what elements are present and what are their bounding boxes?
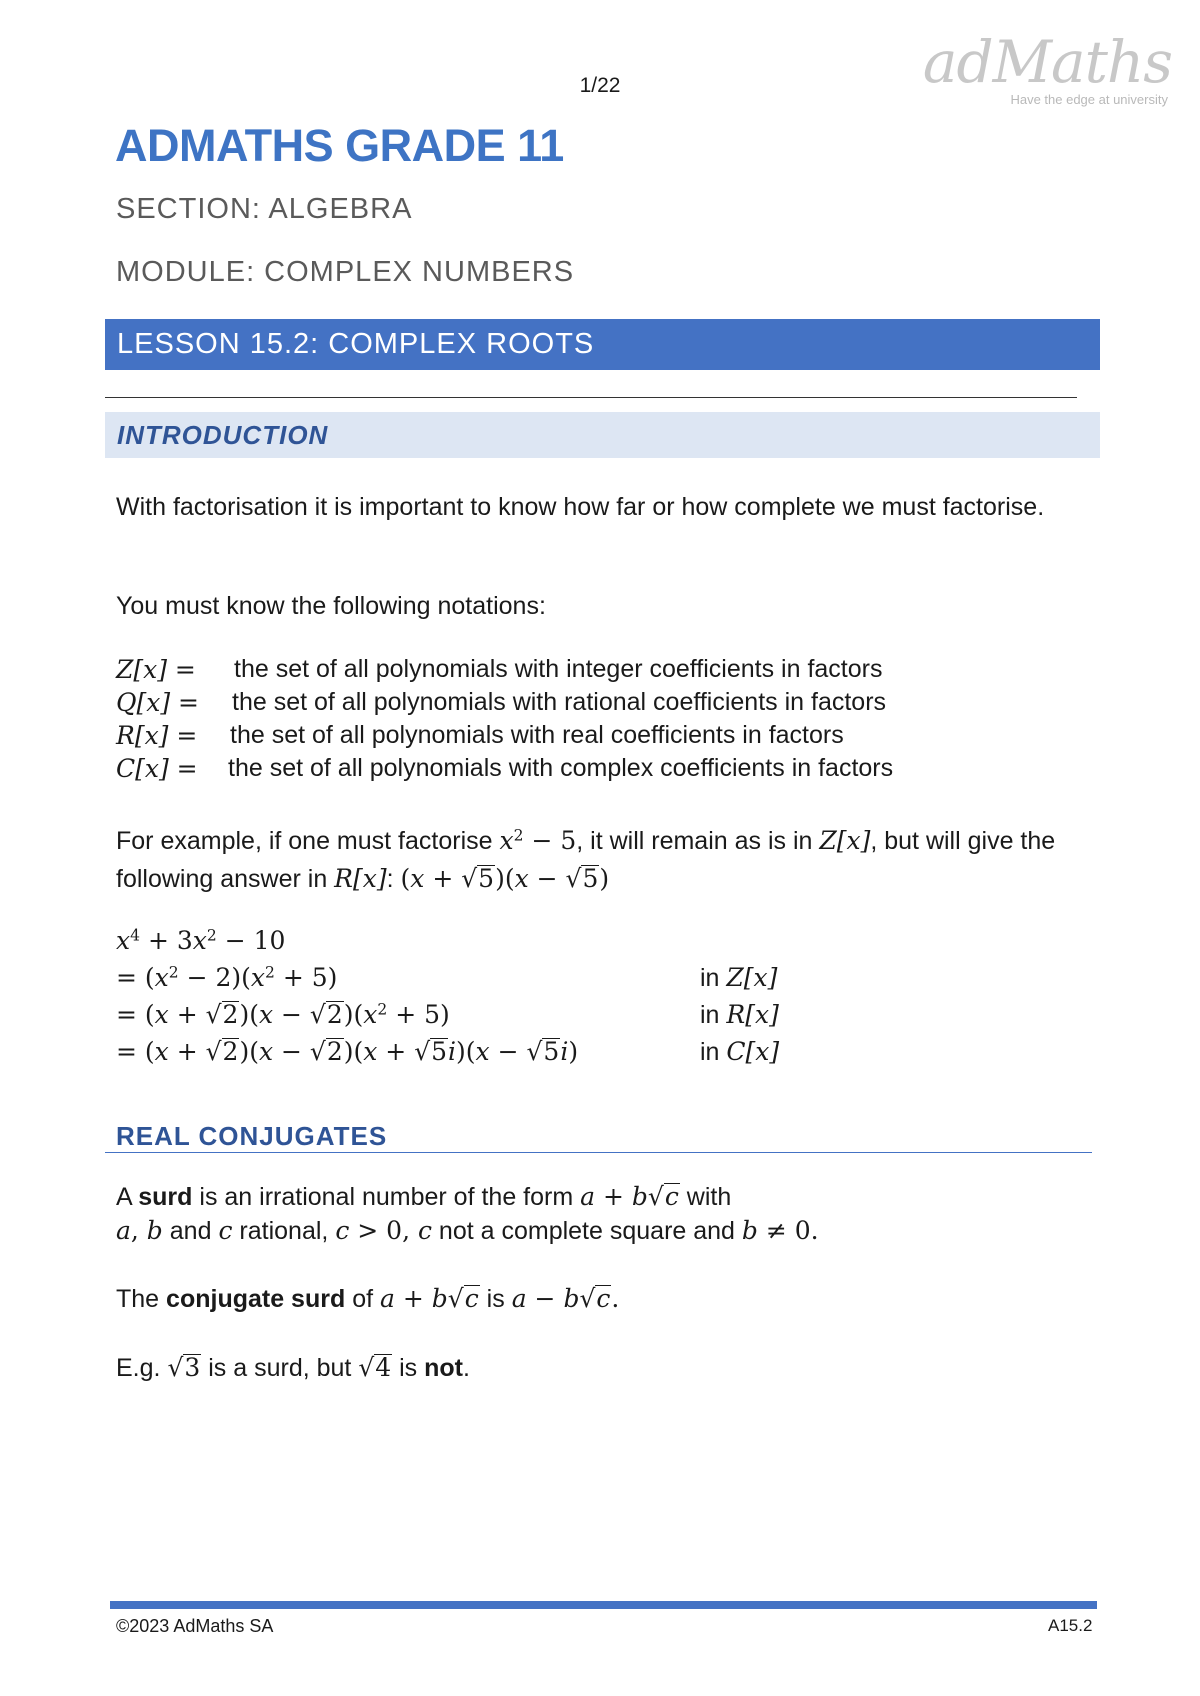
surd-example: E.g. √3 is a surd, but √4 is not. <box>116 1353 470 1382</box>
lesson-banner <box>105 319 1100 370</box>
factorisation-line <box>116 963 778 993</box>
text-fragment: E.g. <box>116 1354 161 1382</box>
lesson-title: LESSON 15.2: COMPLEX ROOTS <box>117 328 595 360</box>
notation-row <box>116 754 894 784</box>
notation-symbol: Q[x] = <box>116 688 199 717</box>
term-surd: surd <box>138 1183 193 1211</box>
math-expression: = $(x^2 - 2)(x^2 + 5)$ <box>116 963 338 992</box>
logo-tagline: Have the edge at university <box>1010 92 1168 107</box>
math-expression: √3 <box>167 1353 201 1382</box>
text-fragment: not a complete square and <box>438 1217 735 1245</box>
page-number: 1/22 <box>579 74 621 97</box>
ring-label <box>700 1000 779 1030</box>
text-fragment: is <box>486 1285 505 1313</box>
notation-desc: the set of all polynomials with real coefficients in factors <box>230 721 844 749</box>
example-paragraph <box>116 822 1076 898</box>
in-word: in <box>700 1038 720 1066</box>
footer-code: A15.2 <box>1048 1616 1093 1635</box>
notation-desc: the set of all polynomials with complex coefficients in factors <box>228 754 894 782</box>
factorisation-line <box>116 1037 780 1067</box>
horizontal-rule <box>105 397 1077 398</box>
introduction-heading: INTRODUCTION <box>117 420 329 450</box>
text-fragment: of <box>352 1285 374 1313</box>
math-expression: a, b <box>116 1216 163 1245</box>
ring-label <box>700 1037 779 1067</box>
math-expression: (x + √5)(x − √5) <box>400 864 610 893</box>
math-expression: c <box>218 1216 233 1245</box>
logo-wordmark: adMaths <box>922 28 1172 96</box>
notation-desc: the set of all polynomials with rational coefficients in factors <box>232 688 887 716</box>
math-expression: R[x] <box>334 864 387 893</box>
math-expression: b ≠ 0. <box>741 1216 819 1245</box>
ring-symbol: R[x] <box>726 1000 779 1029</box>
text-fragment: is <box>399 1354 418 1382</box>
math-expression: c > 0, c <box>335 1216 432 1245</box>
math-expression: Z[x] <box>819 826 871 855</box>
notation-symbol: Z[x] = <box>116 655 196 684</box>
text-fragment: rational, <box>239 1217 329 1245</box>
notation-desc: the set of all polynomials with integer coefficients in factors <box>234 655 883 683</box>
term-conjugate-surd: conjugate surd <box>166 1285 346 1313</box>
notation-row <box>116 655 883 685</box>
example-text-a: For example, if one must factorise <box>116 827 493 855</box>
document-title: ADMATHS GRADE 11 <box>115 120 564 171</box>
math-expression: $x^4 + 3x^2 - 10$ <box>116 926 286 955</box>
in-word: in <box>700 1001 720 1029</box>
math-expression: a + b√c <box>580 1182 679 1211</box>
real-conjugates-heading: REAL CONJUGATES <box>116 1121 388 1151</box>
admaths-logo <box>922 28 1172 108</box>
introduction-banner <box>105 412 1100 458</box>
notation-symbol: R[x] = <box>116 721 198 750</box>
conjugate-definition <box>116 1282 619 1316</box>
text-fragment: A <box>116 1183 132 1211</box>
factorisation-line <box>116 926 285 956</box>
math-expression: = (x + √2)(x − √2)(x + √5i)(x − √5i) <box>116 1037 579 1066</box>
notation-symbol: C[x] = <box>116 754 198 783</box>
text-fragment: with <box>686 1183 732 1211</box>
surd-definition <box>116 1180 1076 1248</box>
term-not: not <box>424 1354 464 1382</box>
footer-bar <box>110 1601 1097 1609</box>
example-text-b: , it will remain as is in <box>576 827 813 855</box>
ring-label <box>700 963 777 993</box>
ring-symbol: C[x] <box>726 1037 780 1066</box>
intro-paragraph: With factorisation it is important to know how far or how complete we must factorise. <box>116 493 1045 521</box>
notations-lead: You must know the following notations: <box>116 592 546 620</box>
notation-row <box>116 721 844 751</box>
notation-row <box>116 688 887 718</box>
text-fragment: is an irrational number of the form <box>199 1183 574 1211</box>
math-expression: = $(x + √2)(x - √2)(x^2 + 5)$ <box>116 1000 450 1029</box>
heading-underline <box>105 1152 1092 1153</box>
math-expression: a − b√c. <box>511 1284 620 1313</box>
text-fragment: is a surd, but <box>208 1354 352 1382</box>
footer-copyright: ©2023 AdMaths SA <box>116 1616 274 1636</box>
in-word: in <box>700 964 720 992</box>
math-expression: a + b√c <box>380 1284 479 1313</box>
factorisation-line <box>116 1000 779 1030</box>
section-label: SECTION: ALGEBRA <box>116 193 413 225</box>
example-text-d: : <box>386 865 394 893</box>
example-text-c: , but will give the following answer in <box>116 827 1056 893</box>
math-expression: √4 <box>358 1353 392 1382</box>
text-fragment: The <box>116 1285 160 1313</box>
text-fragment: and <box>169 1217 212 1245</box>
ring-symbol: Z[x] <box>726 963 778 992</box>
module-label: MODULE: COMPLEX NUMBERS <box>116 256 575 288</box>
math-expression: $x^2 - 5$ <box>499 826 577 855</box>
